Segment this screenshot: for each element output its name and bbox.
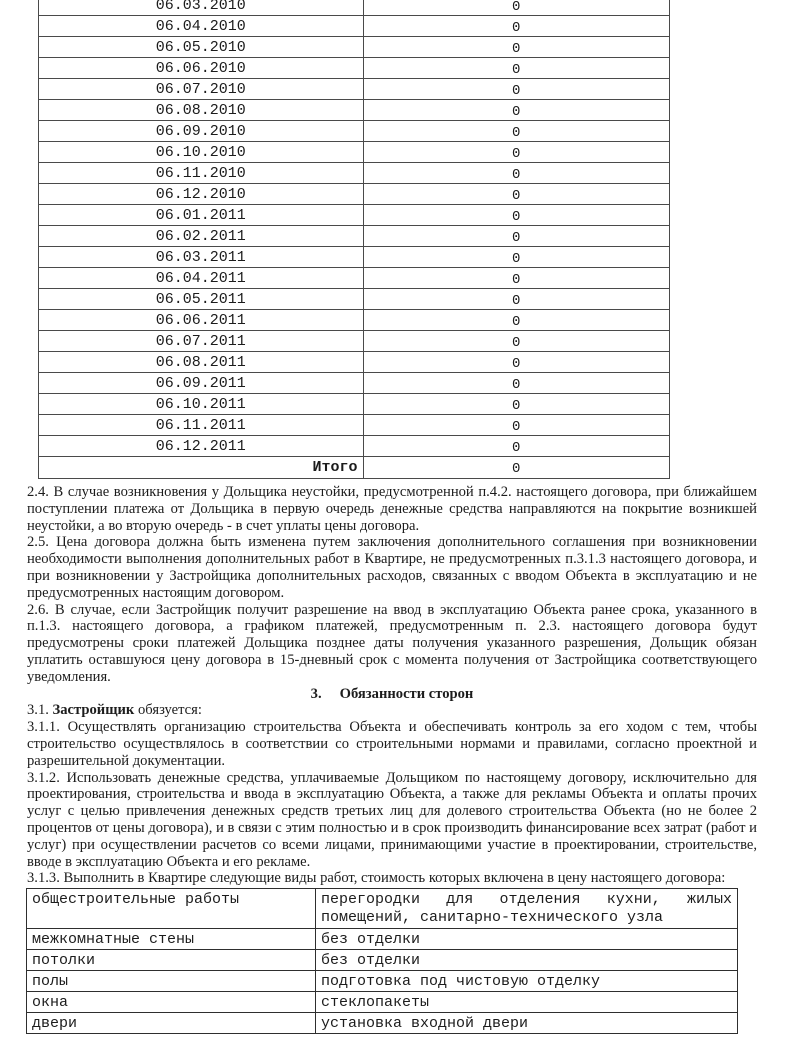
clause-number: 2.5. [27, 534, 49, 551]
clause-text: Использовать денежные средства, уплачиваемые Дольщиком по настоящему договору, исключительно для проектирования, строительства и ввода в эксплуатацию Объекта, а также для рекламы Объекта и оплаты прочих услуг с целью привлечения денежных средств третьих лиц для долевого строительства Объекта (но не более 2 процентов от цены договора), и в связи с этим полностью и в срок производить финансирование всех затрат (работ и услуг) при осуществлении расчетов со всеми лицами, принимающими участие в проектировании, строительстве, вводе в эксплуатацию Объекта и его рекламе. [27, 769, 757, 870]
clause-number: 2.6. [27, 601, 49, 618]
payment-row [39, 268, 670, 289]
payment-date-cell: 06.08.2011 [39, 352, 364, 373]
payment-schedule-body [39, 0, 670, 457]
work-finish-cell: без отделки [316, 950, 738, 971]
clause-text: обязуется: [138, 702, 202, 719]
work-finish-cell: стеклопакеты [316, 992, 738, 1013]
payment-row [39, 163, 670, 184]
payment-row [39, 331, 670, 352]
payment-date-cell: 06.03.2010 [39, 0, 364, 16]
payment-total-label: Итого [39, 457, 364, 479]
payment-amount-cell: 0 [363, 58, 670, 79]
clause-number: 3.1.2. [27, 769, 60, 786]
work-type-cell: потолки [27, 950, 316, 971]
payment-date-cell: 06.09.2011 [39, 373, 364, 394]
payment-date-cell: 06.11.2011 [39, 415, 364, 436]
payment-amount-cell: 0 [363, 394, 670, 415]
clause-3-1-3 [27, 870, 757, 887]
clause-text: Осуществлять организацию строительства Объекта и обеспечивать контроль за его ходом с тем, чтобы строительство осуществлялось в соответствии со строительными нормами и правилами, согласно проектной и разрешительной документации. [27, 719, 758, 769]
payment-date-cell: 06.03.2011 [39, 247, 364, 268]
payment-amount-cell: 0 [363, 436, 670, 457]
clause-number: 3.1.1. [27, 719, 60, 736]
payment-row [39, 142, 670, 163]
payment-amount-cell: 0 [363, 37, 670, 58]
clause-2-6 [27, 602, 757, 686]
payment-amount-cell: 0 [363, 16, 670, 37]
payment-date-cell: 06.11.2010 [39, 163, 364, 184]
clause-number: 2.4. [27, 484, 49, 500]
payment-amount-cell: 0 [363, 247, 670, 268]
payment-amount-cell: 0 [363, 331, 670, 352]
payment-total-value: 0 [363, 457, 670, 479]
work-finish-cell: без отделки [316, 929, 738, 950]
payment-row [39, 394, 670, 415]
works-row [27, 1013, 738, 1034]
works-row [27, 950, 738, 971]
work-type-cell: полы [27, 971, 316, 992]
works-row [27, 971, 738, 992]
payment-amount-cell: 0 [363, 184, 670, 205]
payment-row [39, 289, 670, 310]
work-finish-cell: перегородки для отделения кухни, жилых помещений, санитарно-технического узла [316, 889, 738, 929]
payment-amount-cell: 0 [363, 226, 670, 247]
work-finish-cell: установка входной двери [316, 1013, 738, 1034]
payment-amount-cell: 0 [363, 268, 670, 289]
payment-amount-cell: 0 [363, 352, 670, 373]
clause-3-1-1 [27, 719, 757, 769]
payment-amount-cell: 0 [363, 289, 670, 310]
payment-row [39, 247, 670, 268]
payment-date-cell: 06.08.2010 [39, 100, 364, 121]
payment-amount-cell: 0 [363, 142, 670, 163]
clause-2-4 [27, 484, 757, 534]
clause-text: В случае возникновения у Дольщика неустойки, предусмотренной п.4.2. настоящего договора, при ближайшем поступлении платежа от Дольщика в первую очередь денежные средства направляются на покрытие возникшей неустойки, а во вторую очередь - в счет уплаты цены договора. [27, 484, 757, 534]
payment-date-cell: 06.02.2011 [39, 226, 364, 247]
payment-date-cell: 06.01.2011 [39, 205, 364, 226]
payment-date-cell: 06.06.2011 [39, 310, 364, 331]
payment-row [39, 16, 670, 37]
payment-date-cell: 06.10.2011 [39, 394, 364, 415]
payment-row [39, 37, 670, 58]
clause-text: Цена договора должна быть изменена путем заключения дополнительного соглашения при возникновении необходимости выполнения дополнительных работ в Квартире, не предусмотренных п.3.1.3 настоящего договора, и при возникновении у Застройщика дополнительных расходов, связанных с вводом Объекта в эксплуатацию и не предусмотренных настоящим договором. [27, 534, 757, 601]
work-type-cell: межкомнатные стены [27, 929, 316, 950]
party-name: Застройщик [52, 702, 135, 719]
payment-row [39, 373, 670, 394]
payment-amount-cell: 0 [363, 205, 670, 226]
payment-row [39, 352, 670, 373]
works-table-body [27, 889, 738, 1034]
payment-amount-cell: 0 [363, 415, 670, 436]
payment-row [39, 415, 670, 436]
clause-text: В случае, если Застройщик получит разрешение на ввод в эксплуатацию Объекта ранее срока, указанного в п.1.3. настоящего договора, а графиком платежей, предусмотренным п. 2.3. настоящего договора будут предусмотрены сроки платежей Дольщика позднее даты получения указанного разрешения, Дольщик обязан уплатить оставшуюся цену договора в 15-дневный срок с момента получения от Застройщика соответствующего уведомления. [27, 601, 757, 685]
works-table [26, 888, 738, 1034]
section-number: 3. [310, 685, 322, 702]
payment-row [39, 205, 670, 226]
clause-3-1-2 [27, 770, 757, 871]
work-type-cell: окна [27, 992, 316, 1013]
works-row [27, 889, 738, 929]
payment-amount-cell: 0 [363, 121, 670, 142]
payment-total-row [39, 457, 670, 479]
clause-number: 3.1. [27, 702, 49, 719]
payment-amount-cell: 0 [363, 79, 670, 100]
payment-row [39, 100, 670, 121]
payment-row [39, 121, 670, 142]
work-type-cell: общестроительные работы [27, 889, 316, 929]
payment-row [39, 226, 670, 247]
payment-amount-cell: 0 [363, 163, 670, 184]
section-title: Обязанности сторон [339, 685, 474, 702]
payment-date-cell: 06.07.2010 [39, 79, 364, 100]
clause-number: 3.1.3. [27, 870, 60, 887]
payment-row [39, 310, 670, 331]
clause-3-1 [27, 702, 757, 719]
clause-text: Выполнить в Квартире следующие виды работ, стоимость которых включена в цену настоящего договора: [63, 870, 726, 887]
clause-2-5 [27, 534, 757, 601]
payment-amount-cell: 0 [363, 100, 670, 121]
works-row [27, 929, 738, 950]
payment-row [39, 79, 670, 100]
payment-date-cell: 06.10.2010 [39, 142, 364, 163]
payment-date-cell: 06.04.2010 [39, 16, 364, 37]
payment-date-cell: 06.12.2011 [39, 436, 364, 457]
work-type-cell: двери [27, 1013, 316, 1034]
payment-amount-cell: 0 [363, 373, 670, 394]
payment-date-cell: 06.04.2011 [39, 268, 364, 289]
contract-text-block [27, 484, 757, 887]
payment-schedule-table [38, 0, 670, 479]
payment-row [39, 436, 670, 457]
section-3-heading [27, 686, 757, 703]
payment-row [39, 184, 670, 205]
payment-date-cell: 06.06.2010 [39, 58, 364, 79]
payment-row [39, 58, 670, 79]
work-finish-cell: подготовка под чистовую отделку [316, 971, 738, 992]
payment-date-cell: 06.07.2011 [39, 331, 364, 352]
works-row [27, 992, 738, 1013]
payment-date-cell: 06.12.2010 [39, 184, 364, 205]
payment-amount-cell: 0 [363, 0, 670, 16]
payment-amount-cell: 0 [363, 310, 670, 331]
payment-date-cell: 06.05.2011 [39, 289, 364, 310]
payment-row [39, 0, 670, 16]
payment-date-cell: 06.09.2010 [39, 121, 364, 142]
payment-date-cell: 06.05.2010 [39, 37, 364, 58]
